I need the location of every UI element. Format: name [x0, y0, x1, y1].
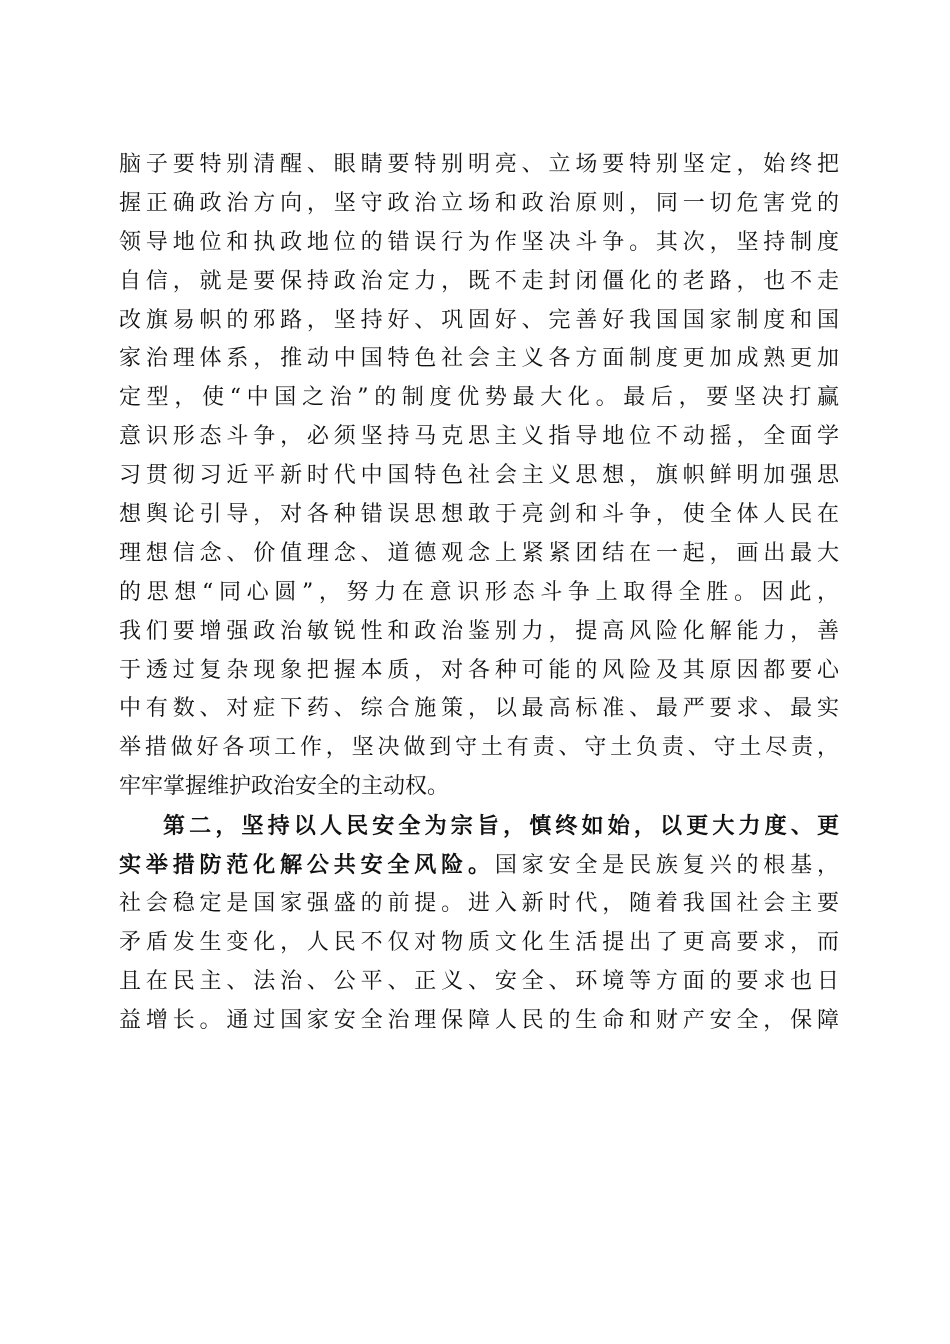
text-line: 领导地位和执政地位的错误行为作坚决斗争。其次，坚持制度: [119, 229, 839, 255]
text-line: 家治理体系，推动中国特色社会主义各方面制度更加成熟更加: [119, 346, 839, 372]
text-line: 习贯彻习近平新时代中国特色社会主义思想，旗帜鲜明加强思: [119, 463, 839, 489]
text-line: 我们要增强政治敏锐性和政治鉴别力，提高风险化解能力，善: [119, 618, 839, 644]
text-line: 且在民主、法治、公平、正义、安全、环境等方面的要求也日: [119, 968, 839, 994]
text-line: 脑子要特别清醒、眼睛要特别明亮、立场要特别坚定，始终把: [119, 152, 839, 177]
text-line: 社会稳定是国家强盛的前提。进入新时代，随着我国社会主要: [119, 890, 839, 916]
text-line: 中有数、对症下药、综合施策，以最高标准、最严要求、最实: [119, 696, 839, 722]
text-line: 矛盾发生变化，人民不仅对物质文化生活提出了更高要求，而: [119, 929, 839, 955]
section-heading-tail: 实举措防范化解公共安全风险。: [119, 852, 495, 879]
section-heading-line: 第二，坚持以人民安全为宗旨，慎终如始，以更大力度、更: [163, 813, 839, 840]
document-body: [119, 146, 839, 1040]
text-line: 定型，使“中国之治”的制度优势最大化。最后，要坚决打赢: [119, 385, 839, 411]
text-line: [119, 846, 839, 885]
text-line: 自信，就是要保持政治定力，既不走封闭僵化的老路，也不走: [119, 268, 839, 294]
text-line: 的思想“同心圆”，努力在意识形态斗争上取得全胜。因此，: [119, 579, 839, 605]
text-span: 国家安全是民族复兴的根基，: [494, 853, 839, 879]
text-line: 于透过复杂现象把握本质，对各种可能的风险及其原因都要心: [119, 657, 839, 683]
text-line: 改旗易帜的邪路，坚持好、巩固好、完善好我国国家制度和国: [119, 307, 839, 333]
text-line: 握正确政治方向，坚守政治立场和政治原则，同一切危害党的: [119, 190, 839, 216]
text-line: 益增长。通过国家安全治理保障人民的生命和财产安全，保障: [119, 1007, 839, 1033]
text-line: 举措做好各项工作，坚决做到守土有责、守土负责、守土尽责，: [119, 735, 839, 761]
text-line: 想舆论引导，对各种错误思想敢于亮剑和斗争，使全体人民在: [119, 502, 839, 528]
text-line: 理想信念、价值理念、道德观念上紧紧团结在一起，画出最大: [119, 540, 839, 566]
text-line: 牢牢掌握维护政治安全的主动权。: [119, 774, 450, 800]
text-line: 意识形态斗争，必须坚持马克思主义指导地位不动摇，全面学: [119, 424, 839, 450]
